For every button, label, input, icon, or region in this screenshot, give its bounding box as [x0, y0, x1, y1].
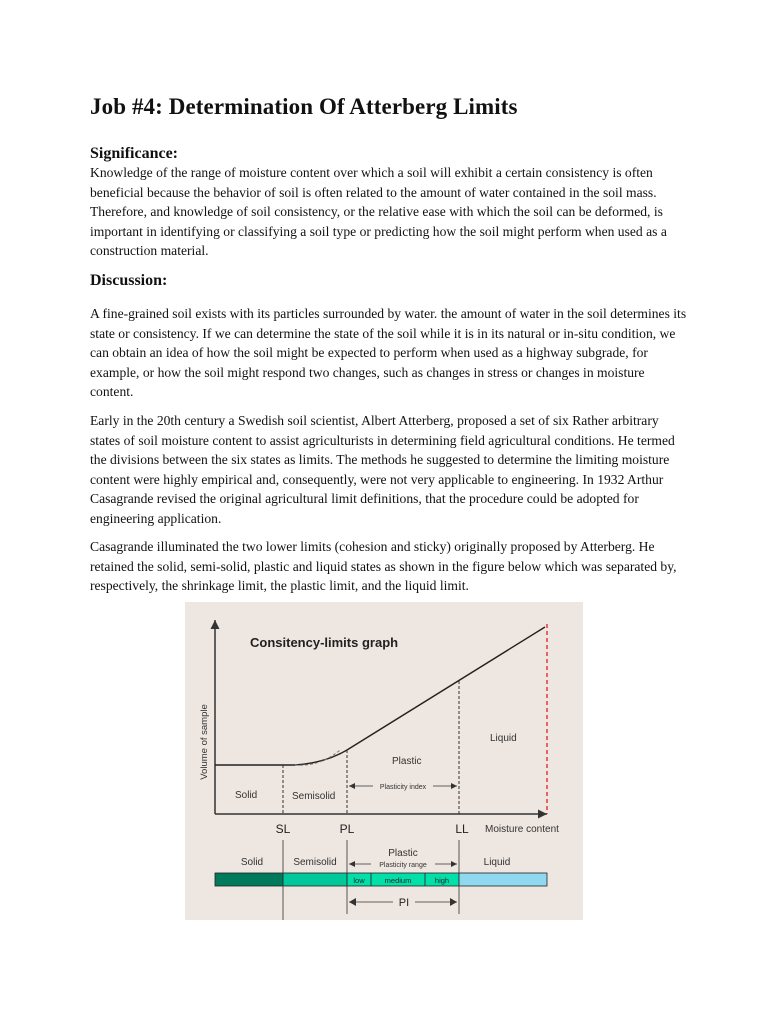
discussion-paragraph-2: Early in the 20th century a Swedish soil scientist, Albert Atterberg, proposed a set of six Rather arbitrary states of soil moisture content to assist agriculturists in determining field agricultural conditions. He termed the divisions between the six states as limits. The methods he suggested to determine the limiting moisture content were highly empirical and, consequently, were not very applicable to engineering. In 1932 Arthur Casagrande revised the original agricultural limit definitions, that the procedure could be adopted for engineering application. — [90, 413, 675, 526]
y-axis-label: Volume of sample — [199, 704, 210, 780]
bar-solid-segment — [215, 873, 283, 886]
bar-semisolid-segment — [283, 873, 347, 886]
consistency-limits-graph — [185, 602, 583, 920]
plasticity-range-label: Plasticity range — [379, 862, 427, 869]
significance-heading: Significance: — [90, 145, 178, 162]
sl-label: SL — [275, 822, 291, 836]
pl-label: PL — [339, 822, 355, 836]
figure-title: Consitency-limits graph — [250, 635, 399, 650]
consistency-limits-figure — [185, 602, 583, 920]
state-plastic-label: Plastic — [392, 756, 422, 767]
x-axis-label: Moisture content — [485, 824, 559, 835]
pi-label: PI — [398, 897, 410, 909]
bar-plastic-label: Plastic — [388, 848, 418, 859]
curve-approximation — [295, 750, 340, 765]
discussion-paragraph-1: A fine-grained soil exists with its particles surrounded by water. the amount of water in the soil determines its state or consistency. If we can determine the state of the soil while it is in its natural or in-situ condition, we can obtain an idea of how the soil might be expected to perform when used as a highway subgrade, for example, or how the soil might respond two changes, such as changes in stress or changes in moisture content. — [90, 306, 687, 400]
state-liquid-label: Liquid — [490, 733, 517, 744]
plasticity-index-label: Plasticity index — [379, 784, 427, 791]
bar-semisolid-label: Semisolid — [293, 857, 337, 868]
state-solid-label: Solid — [235, 790, 258, 801]
bar-low-label: low — [353, 876, 365, 885]
ll-label: LL — [455, 822, 469, 836]
bar-medium-label: medium — [384, 876, 412, 885]
bar-liquid-label: Liquid — [483, 857, 511, 868]
bar-solid-label: Solid — [240, 857, 264, 868]
discussion-paragraph-3: Casagrande illuminated the two lower limits (cohesion and sticky) originally proposed by Atterberg. He retained the solid, semi-solid, plastic and liquid states as shown in the figure below which was separated by, respectively, the shrinkage limit, the plastic limit, and the liquid limit. — [90, 539, 677, 594]
bar-high-label: high — [434, 876, 450, 885]
state-semisolid-label: Semisolid — [292, 791, 336, 802]
document-title: Job #4: Determination Of Atterberg Limits — [90, 94, 518, 119]
discussion-heading: Discussion: — [90, 272, 168, 289]
bar-liquid-segment — [459, 873, 547, 886]
significance-paragraph: Knowledge of the range of moisture content over which a soil will exhibit a certain consistency is often beneficial because the behavior of soil is often related to the amount of water contained in the soil mass. Therefore, and knowledge of soil consistency, or the relative ease with which the soil can be deformed, is important in identifying or classifying a soil type or predicting how the soil might perform when used as a construction material. — [90, 165, 667, 259]
